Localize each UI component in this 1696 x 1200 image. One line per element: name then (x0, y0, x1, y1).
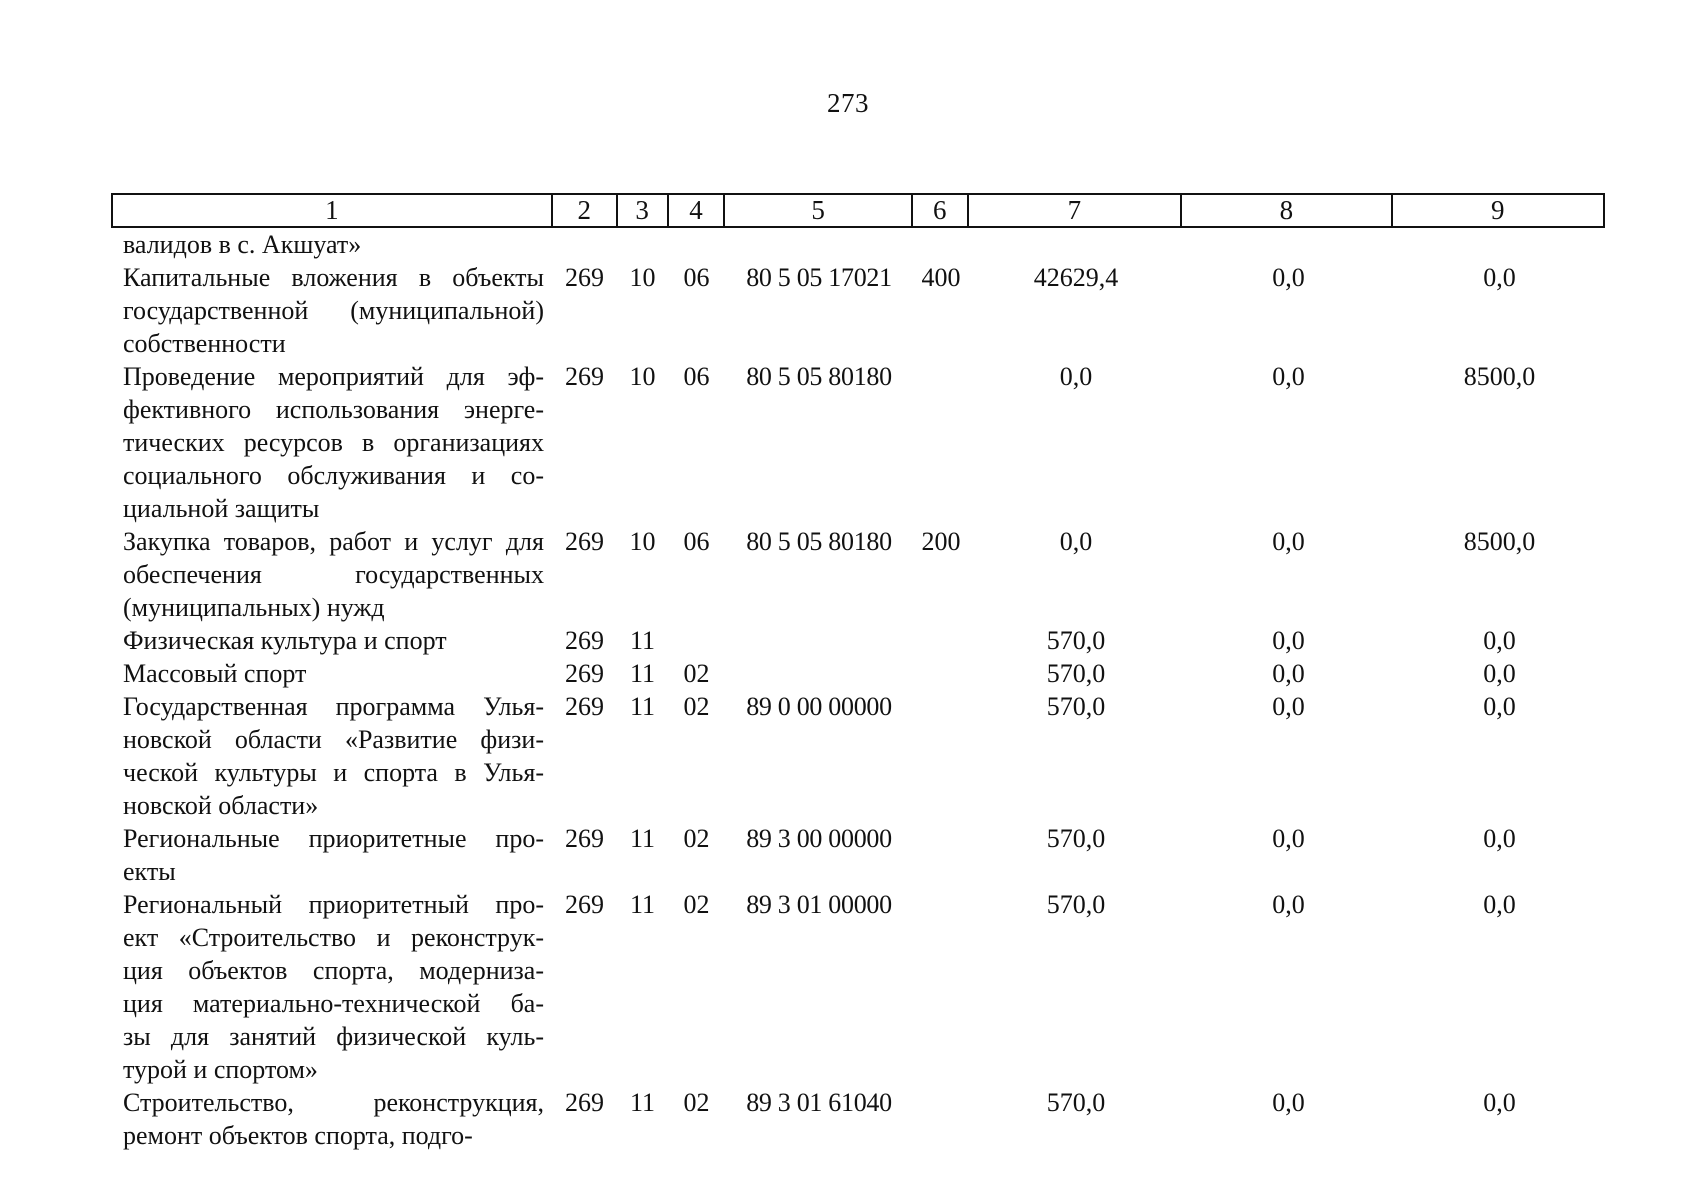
page-number: 273 (827, 88, 869, 118)
row-description (111, 624, 552, 657)
description-line: Капитальные вложения в объекты (123, 263, 544, 292)
row-description (111, 261, 552, 360)
column-header-8: 8 (1182, 195, 1392, 226)
amount-col-8: 0,0 (1272, 659, 1305, 688)
amount-col-8: 0,0 (1272, 1088, 1305, 1117)
description-line: циальной защиты (123, 494, 320, 523)
admin-code: 269 (565, 263, 604, 292)
row-description (111, 360, 552, 525)
expense-type-code: 200 (921, 527, 961, 556)
table-row (111, 228, 1605, 261)
amount-col-9: 0,0 (1483, 1088, 1516, 1117)
amount-col-7: 570,0 (1046, 890, 1106, 919)
admin-code: 269 (565, 692, 604, 721)
description-line: социального обслуживания и со- (123, 461, 544, 490)
table-row (111, 360, 1605, 525)
description-line: (муниципальных) нужд (123, 593, 385, 622)
subsection-code: 02 (683, 692, 710, 721)
row-description (111, 525, 552, 624)
row-description (111, 1086, 552, 1152)
amount-col-9: 0,0 (1483, 824, 1516, 853)
amount-col-9: 8500,0 (1463, 362, 1536, 391)
admin-code: 269 (565, 659, 604, 688)
admin-code: 269 (565, 824, 604, 853)
description-line: ция объектов спорта, модерниза- (123, 956, 544, 985)
row-description (111, 657, 552, 690)
description-line: Проведение мероприятий для эф- (123, 362, 544, 391)
description-line: новской области» (123, 791, 319, 820)
column-header-7: 7 (969, 195, 1182, 226)
amount-col-7: 570,0 (1046, 692, 1106, 721)
description-line: валидов в с. Акшуат» (123, 230, 362, 259)
target-article-code: 89 0 00 00000 (746, 692, 892, 721)
amount-col-9: 0,0 (1483, 626, 1516, 655)
amount-col-9: 8500,0 (1463, 527, 1536, 556)
table-row (111, 690, 1605, 822)
description-line: ект «Строительство и реконструк- (123, 923, 544, 952)
target-article-code: 80 5 05 80180 (746, 527, 892, 556)
description-line: екты (123, 857, 176, 886)
description-line: государственной (муниципальной) (123, 296, 544, 325)
table-row (111, 822, 1605, 888)
subsection-code: 06 (683, 362, 710, 391)
description-line: Государственная программа Улья- (123, 692, 544, 721)
amount-col-7: 570,0 (1046, 824, 1106, 853)
description-line: тических ресурсов в организациях (123, 428, 544, 457)
row-description (111, 690, 552, 822)
section-code: 10 (629, 362, 656, 391)
table-row (111, 525, 1605, 624)
column-header-2: 2 (553, 195, 618, 226)
description-line: собственности (123, 329, 286, 358)
description-line: Массовый спорт (123, 659, 307, 688)
amount-col-9: 0,0 (1483, 659, 1516, 688)
description-line: ческой культуры и спорта в Улья- (123, 758, 544, 787)
amount-col-8: 0,0 (1272, 527, 1305, 556)
table-row (111, 1086, 1605, 1152)
subsection-code: 06 (683, 263, 710, 292)
table-row (111, 657, 1605, 690)
description-line: Физическая культура и спорт (123, 626, 447, 655)
column-header-9: 9 (1491, 195, 1505, 225)
amount-col-8: 0,0 (1272, 263, 1305, 292)
section-code: 11 (629, 1088, 656, 1117)
target-article-code: 80 5 05 17021 (746, 263, 892, 292)
row-description (111, 822, 552, 888)
section-code: 11 (629, 626, 656, 655)
expense-type-code: 400 (921, 263, 961, 292)
amount-col-9: 0,0 (1483, 890, 1516, 919)
subsection-code: 02 (683, 890, 710, 919)
target-article-code: 89 3 01 61040 (746, 1088, 892, 1117)
amount-col-9: 0,0 (1483, 263, 1516, 292)
description-line: Строительство, реконструкция, (123, 1088, 544, 1117)
table-row (111, 888, 1605, 1086)
row-description (111, 228, 552, 261)
table-header (111, 193, 1605, 228)
description-line: Региональный приоритетный про- (123, 890, 544, 919)
amount-col-7: 570,0 (1046, 626, 1106, 655)
column-header-5: 5 (725, 195, 913, 226)
admin-code: 269 (565, 527, 604, 556)
column-header-3: 3 (618, 195, 669, 226)
section-code: 11 (629, 692, 656, 721)
column-header-4: 4 (669, 195, 726, 226)
subsection-code: 02 (683, 1088, 710, 1117)
description-line: ция материально-технической ба- (123, 989, 544, 1018)
target-article-code: 89 3 01 00000 (746, 890, 892, 919)
subsection-code: 02 (683, 824, 710, 853)
column-header-1: 1 (113, 195, 553, 226)
amount-col-8: 0,0 (1272, 362, 1305, 391)
amount-col-8: 0,0 (1272, 824, 1305, 853)
admin-code: 269 (565, 626, 604, 655)
column-header-6: 6 (913, 195, 969, 226)
admin-code: 269 (565, 362, 604, 391)
amount-col-7: 0,0 (1059, 527, 1093, 556)
amount-col-7: 42629,4 (1033, 263, 1119, 292)
description-line: турой и спортом» (123, 1055, 318, 1084)
amount-col-9: 0,0 (1483, 692, 1516, 721)
amount-col-8: 0,0 (1272, 626, 1305, 655)
target-article-code: 89 3 00 00000 (746, 824, 892, 853)
table-body (111, 228, 1605, 1152)
table-row (111, 261, 1605, 360)
subsection-code: 06 (683, 527, 710, 556)
subsection-code: 02 (683, 659, 710, 688)
section-code: 10 (629, 527, 656, 556)
section-code: 11 (629, 890, 656, 919)
amount-col-7: 0,0 (1059, 362, 1093, 391)
amount-col-8: 0,0 (1272, 692, 1305, 721)
row-description (111, 888, 552, 1086)
section-code: 11 (629, 824, 656, 853)
description-line: Закупка товаров, работ и услуг для (123, 527, 544, 556)
amount-col-7: 570,0 (1046, 659, 1106, 688)
description-line: обеспечения государственных (123, 560, 544, 589)
description-line: Региональные приоритетные про- (123, 824, 544, 853)
admin-code: 269 (565, 890, 604, 919)
description-line: фективного использования энерге- (123, 395, 544, 424)
amount-col-8: 0,0 (1272, 890, 1305, 919)
section-code: 10 (629, 263, 656, 292)
description-line: ремонт объектов спорта, подго- (123, 1121, 473, 1150)
description-line: новской области «Развитие физи- (123, 725, 544, 754)
admin-code: 269 (565, 1088, 604, 1117)
description-line: зы для занятий физической куль- (123, 1022, 544, 1051)
target-article-code: 80 5 05 80180 (746, 362, 892, 391)
amount-col-7: 570,0 (1046, 1088, 1106, 1117)
table-row (111, 624, 1605, 657)
section-code: 11 (629, 659, 656, 688)
